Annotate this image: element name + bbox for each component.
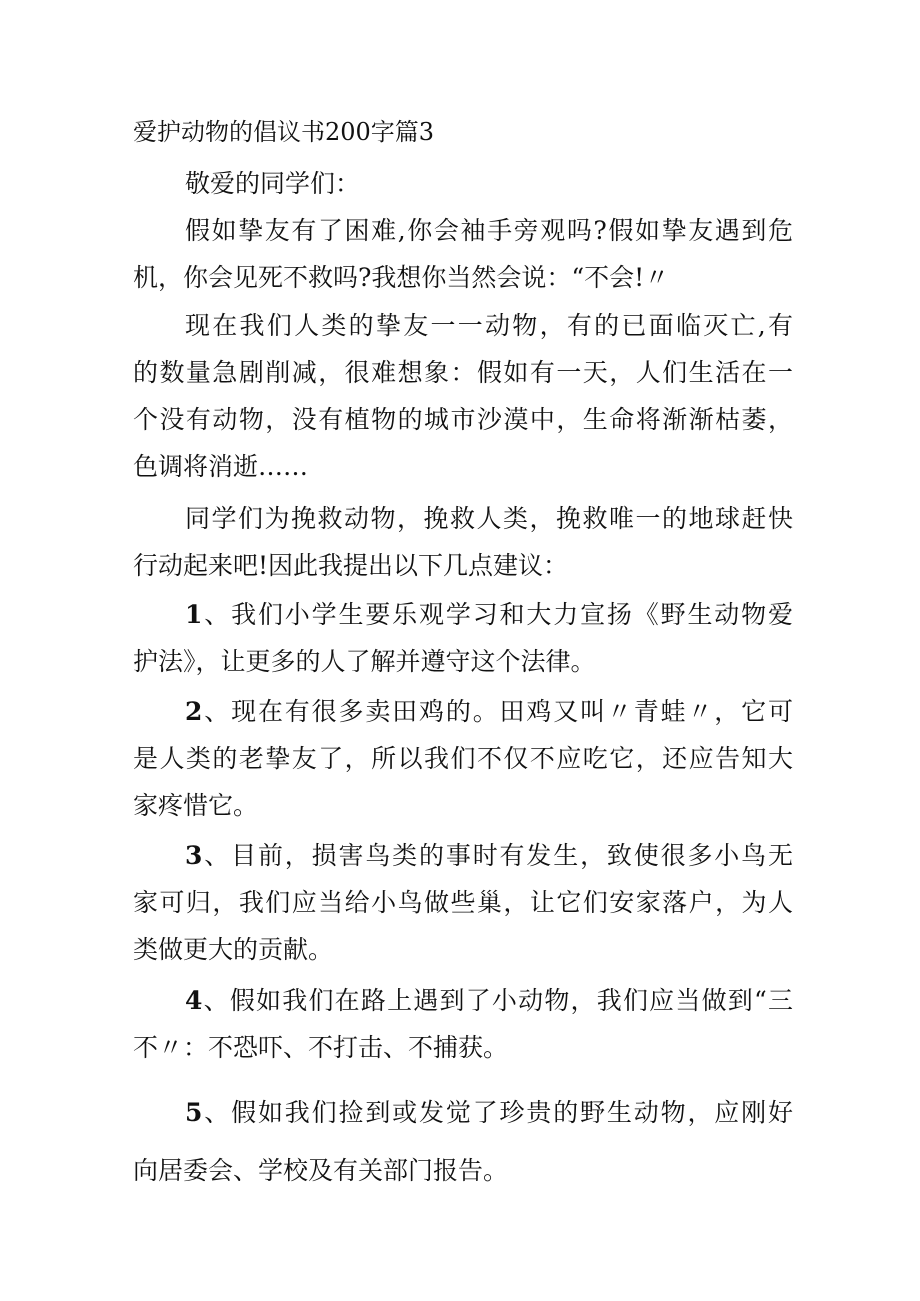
suggestion-number: 2 [185,697,203,726]
suggestion-4 [133,977,793,1071]
paragraph-line [133,688,793,735]
suggestion-text: 、现在有很多卖田鸡的。田鸡又叫〃青蛙〃，它可 [202,697,793,726]
suggestion-text: 、我们小学生要乐观学习和大力宣扬《野生动物爱 [202,600,793,629]
paragraph-line: 类做更大的贡献。 [133,935,334,964]
paragraph-line: 家疼惜它。 [133,791,259,820]
suggestion-number: 1 [185,600,203,629]
paragraph-line: 现在我们人类的挚友一一动物，有的已面临灭亡,有 [185,311,793,340]
suggestion-5 [133,1084,793,1200]
paragraph-line: 色调将消逝…… [133,452,309,481]
paragraph-line: 假如挚友有了困难,你会袖手旁观吗?假如挚友遇到危 [185,216,793,245]
suggestion-3 [133,832,793,973]
suggestion-2 [133,688,793,829]
paragraph-line: 个没有动物，没有植物的城市沙漠中，生命将渐渐枯萎， [133,405,793,434]
paragraph-line: 同学们为挽救动物，挽救人类，挽救唯一的地球赶快 [185,504,793,533]
situation-paragraph [133,302,793,490]
suggestion-text: 、假如我们在路上遇到了小动物，我们应当做到“三 [202,986,793,1015]
paragraph-line [133,977,793,1024]
paragraph-line [133,591,793,638]
suggestion-number: 5 [185,1098,203,1127]
paragraph-line: 是人类的老挚友了，所以我们不仅不应吃它，还应告知大 [133,744,793,773]
call-paragraph [133,495,793,589]
intro-paragraph [133,207,793,301]
paragraph-line: 机，你会见死不救吗?我想你当然会说：“不会!〃 [133,263,670,292]
salutation-paragraph [133,160,793,207]
paragraph-line: 护法》，让更多的人了解并遵守这个法律。 [133,647,596,676]
suggestion-1 [133,591,793,685]
suggestion-text: 、假如我们捡到或发觉了珍贵的野生动物，应刚好 [202,1098,793,1127]
document-title: 爱护动物的倡议书200字篇3 [133,118,435,146]
suggestion-number: 3 [185,841,203,870]
paragraph-line: 家可归，我们应当给小鸟做些巢，让它们安家落户，为人 [133,888,793,917]
paragraph-line: 向居委会、学校及有关部门报告。 [133,1156,509,1185]
suggestion-number: 4 [185,986,203,1015]
paragraph-line [133,1084,793,1142]
paragraph-line: 敬爱的同学们： [185,169,361,198]
paragraph-line [133,832,793,879]
paragraph-line: 行动起来吧!因此我提出以下几点建议： [133,551,569,580]
paragraph-line: 不〃：不恐吓、不打击、不捕获。 [133,1033,509,1062]
suggestion-text: 、目前，损害鸟类的事时有发生，致使很多小鸟无 [202,841,793,870]
paragraph-line: 的数量急剧削减，很难想象：假如有一天，人们生活在一 [133,358,793,387]
